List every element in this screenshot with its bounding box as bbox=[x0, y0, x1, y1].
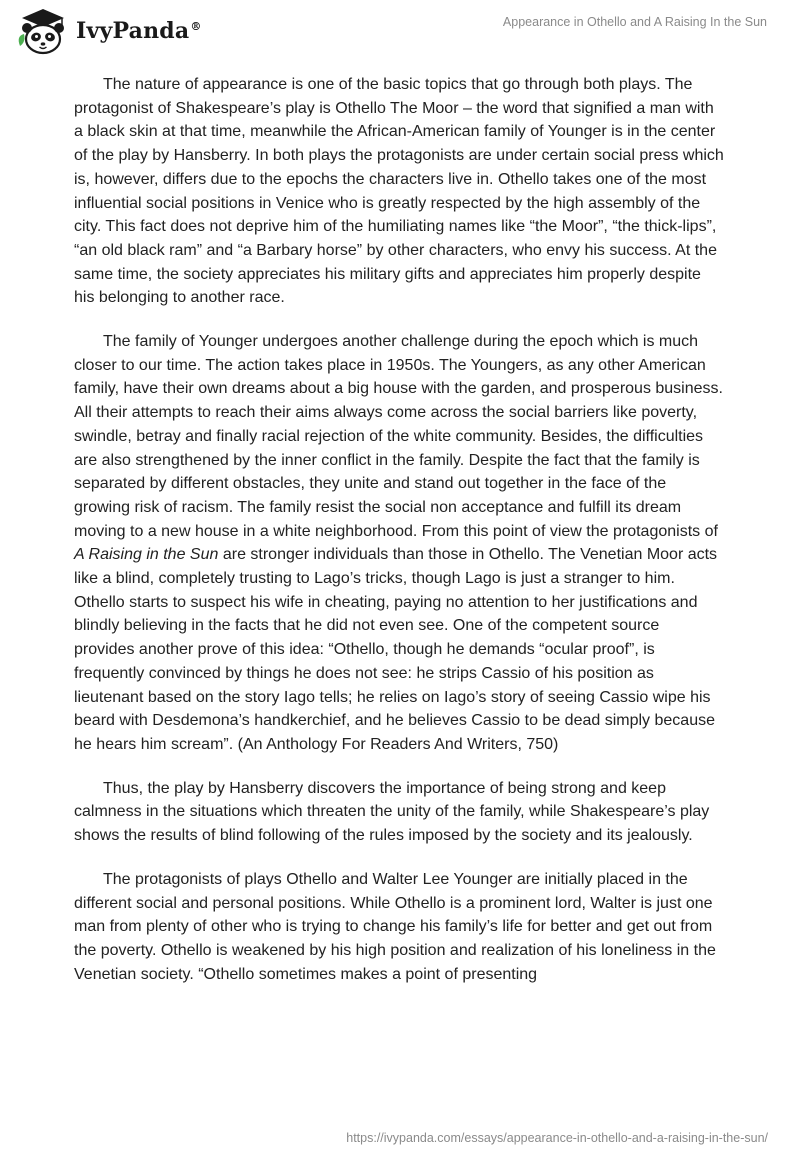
paragraph-1: The nature of appearance is one of the basic topics that go through both plays. The protagonist of Shakespeare’s play is Othello The Moor – the word that signified a man with a black skin at that time, meanwhile the African-American family of Younger is in the center of the play by Hansberry. In both plays the protagonists are under certain social press which is, however, differs due to the epochs the characters live in. Othello takes one of the most influential social positions in Venice who is greatly respected by the high assembly of the city. This fact does not deprive him of the humiliating names like “the Moor”, “the thick-lips”, “an old black ram” and “a Barbary horse” by other characters, who envy his success. At the same time, the society appreciates his military gifts and appreciates him properly despite his belonging to another race. bbox=[74, 76, 724, 307]
logo-name: IvyPanda bbox=[76, 18, 190, 44]
paragraph-3: Thus, the play by Hansberry discovers the importance of being strong and keep calmness in the situations which threaten the unity of the family, while Shakespeare’s play shows the results of blind following of the rules imposed by the society and its jealously. bbox=[74, 779, 710, 845]
paragraph-2-part-a: The family of Younger undergoes another challenge during the epoch which is much closer to our time. The action takes place in 1950s. The Youngers, as any other American family, have their own dreams about a big house with the garden, and prosperous business. All their attempts to reach their aims always come across the social barriers like poverty, swindle, betray and finally racial rejection of the white community. Besides, the difficulties are also strengthened by the inner conflict in the family. Despite the fact that the family is separated by different obstacles, they unite and stand out together in the face of the growing risk of racism. The family resist the social non acceptance and fulfill its dream moving to a new house in a white neighborhood. From this point of view the protagonists of bbox=[74, 333, 723, 540]
document-title: Appearance in Othello and A Raising In the Sun bbox=[502, 15, 767, 29]
page-header bbox=[0, 0, 800, 60]
logo[interactable] bbox=[14, 6, 202, 56]
paragraph-2-part-b: are stronger individuals than those in Othello. The Venetian Moor acts like a blind, completely trusting to Lago’s tricks, though Lago is just a stranger to him. Othello starts to suspect his wife in cheating, paying no attention to her justifications and blindly believing in the facts that he did not even see. One of the competent source provides another prove of this idea: “Othello, though he demands “ocular proof”, is frequently convinced by things he does not see: he strips Cassio of his position as lieutenant based on the story Iago tells; he relies on Iago’s story of seeing Cassio wipe his beard with Desdemona’s handkerchief, and he believes Cassio to be dead simply because he hears him scream”. (An Anthology For Readers And Writers, 750) bbox=[74, 546, 718, 753]
play-title-italic: A Raising in the Sun bbox=[74, 546, 219, 564]
source-url-link[interactable]: https://ivypanda.com/essays/appearance-in-othello-and-a-raising-in-the-sun/ bbox=[346, 1131, 768, 1145]
logo-registered-mark: ® bbox=[190, 19, 202, 33]
essay-body bbox=[74, 73, 724, 1006]
logo-text bbox=[76, 18, 202, 44]
panda-logo-icon bbox=[14, 6, 72, 56]
paragraph-2 bbox=[74, 330, 724, 757]
paragraph-4: The protagonists of plays Othello and Walter Lee Younger are initially placed in the different social and personal positions. While Othello is a prominent lord, Walter is just one man from plenty of other who is trying to change his family’s life for better and get out from the poverty. Othello is weakened by his high position and realization of his loneliness in the Venetian society. “Othello sometimes makes a point of presenting bbox=[74, 870, 716, 983]
